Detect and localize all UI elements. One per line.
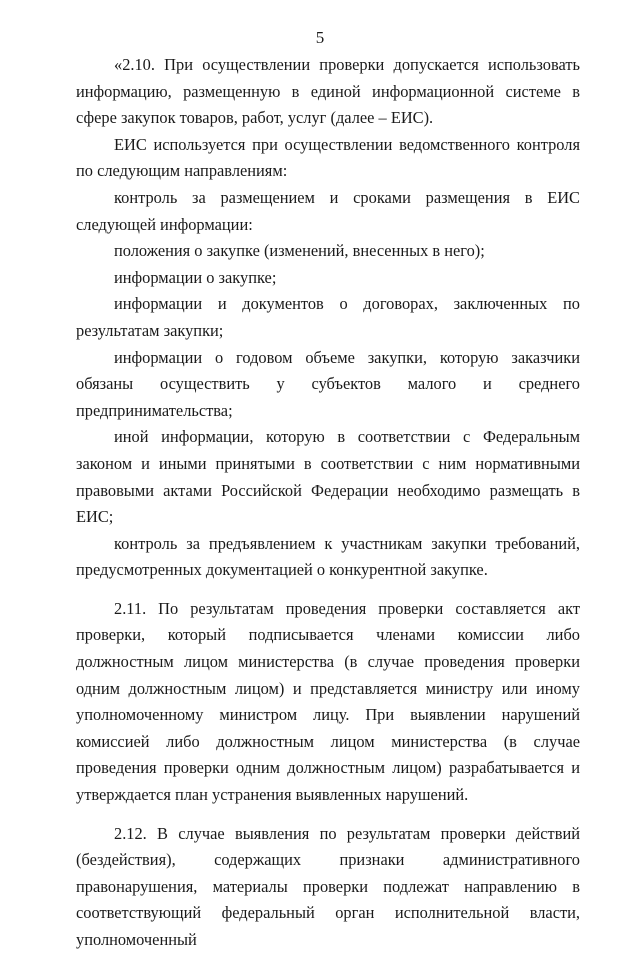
paragraph-2-11: 2.11. По результатам проведения проверки составляется акт проверки, который подписывается членами комиссии либо должностным лицом министерства (в случае проведения проверки одним должностным лицом) и представляется министру или иному уполномоченному министром лицу. При выявлении нарушений комиссией либо должностным лицом министерства (в случае проведения проверки одним должностным лицом) разрабатывается и утверждается план устранения выявленных нарушений. [76,598,580,805]
paragraph-eis-usage: ЕИС используется при осуществлении ведомственного контроля по следующим направлениям: [76,134,580,181]
paragraph-control-requirements: контроль за предъявлением к участникам закупки требований, предусмотренных документацией о конкурентной закупке. [76,533,580,580]
list-item-other-info: иной информации, которую в соответствии с Федеральным законом и иными принятыми в соответствии с ним нормативными правовыми актами Российской Федерации необходимо размещать в ЕИС; [76,427,580,527]
page-number: 5 [315,28,325,47]
list-item-annual-volume: информации о годовом объеме закупки, которую заказчики обязаны осуществить у субъектов малого и среднего предпринимательства; [76,347,580,420]
list-item-procurement-info: информации о закупке; [114,267,277,287]
paragraph-2-10: «2.10. При осуществлении проверки допускается использовать информацию, размещенную в единой информационной системе в сфере закупок товаров, работ, услуг (далее – ЕИС). [76,55,580,128]
document-body [76,52,580,954]
list-item-contracts-info: информации и документов о договорах, заключенных по результатам закупки; [76,294,580,340]
list-item-procurement-regulation: положения о закупке (изменений, внесенных в него); [114,241,485,261]
paragraph-2-12: 2.12. В случае выявления по результатам проверки действий (бездействия), содержащих признаки административного правонарушения, материалы проверки подлежат направлению в соответствующий федеральный орган исполнительной власти, уполномоченный [76,823,580,949]
paragraph-control-placement: контроль за размещением и сроками размещения в ЕИС следующей информации: [76,187,580,234]
